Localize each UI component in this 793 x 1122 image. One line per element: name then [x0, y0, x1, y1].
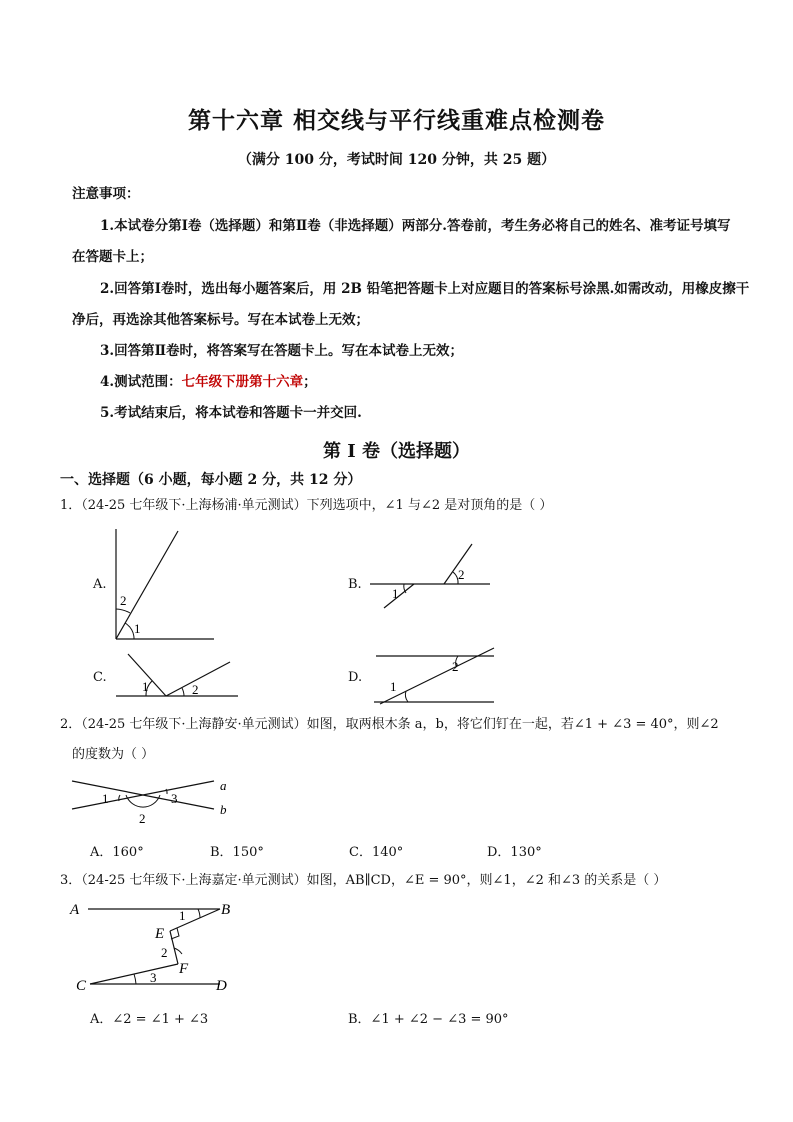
note-3: 3.回答第Ⅱ卷时，将答案写在答题卡上。写在本试卷上无效；: [100, 343, 463, 359]
note-5: 5.考试结束后，将本试卷和答题卡一并交回.: [100, 405, 362, 421]
q2-stem-line2: 的度数为（ ）: [72, 747, 155, 762]
q3-point-a: A: [70, 902, 80, 918]
q2-angle-1: 1: [102, 791, 109, 806]
q3-point-d: D: [216, 978, 227, 994]
q2-angle-3: 3: [171, 791, 178, 806]
page-title: 第十六章 相交线与平行线重难点检测卷: [187, 107, 605, 134]
note-4: [100, 373, 317, 391]
note-4-range: 七年级下册第十六章: [181, 374, 304, 390]
q1-figure-a: [110, 525, 220, 645]
q3-angle-3: 3: [150, 970, 157, 985]
q2-option-a: A．160°: [90, 845, 144, 860]
note-1-line1: 1.本试卷分第Ⅰ卷（选择题）和第Ⅱ卷（非选择题）两部分.答卷前，考生务必将自己的姓名、准考证号填写: [100, 218, 731, 234]
q1-figure-d: [370, 644, 498, 706]
q2-angle-2: 2: [139, 811, 146, 826]
q2-option-c: C．140°: [349, 845, 404, 860]
q1-b-angle-1: 1: [392, 586, 399, 601]
q2-line-a-label: a: [220, 778, 227, 793]
note-4-suffix: ；: [303, 374, 317, 390]
q1-c-angle-2: 2: [192, 682, 199, 697]
q3-option-a: A．∠2 = ∠1 + ∠3: [90, 1012, 209, 1027]
q2-stem-line1: 2．（24-25 七年级下·上海静安·单元测试）如图，取两根木条 a，b，将它们钉在一起，若∠1 + ∠3 = 40°，则∠2: [60, 717, 719, 732]
note-4-prefix: 4.测试范围：: [100, 374, 182, 390]
q1-d-angle-2: 2: [452, 659, 459, 674]
q3-point-f: F: [179, 961, 189, 977]
q1-stem: 1．（24-25 七年级下·上海杨浦·单元测试）下列选项中，∠1 与∠2 是对顶角的是（ ）: [60, 498, 553, 513]
q3-point-e: E: [155, 926, 165, 942]
q3-angle-2: 2: [161, 945, 168, 960]
q2-option-b: B．150°: [210, 845, 264, 860]
q3-point-c: C: [76, 978, 87, 994]
q2-option-d: D．130°: [487, 845, 542, 860]
q1-a-angle-2: 2: [120, 593, 127, 608]
q3-angle-1: 1: [179, 908, 186, 923]
q2-line-b-label: b: [220, 802, 227, 817]
note-2-line2: 净后，再选涂其他答案标号。写在本试卷上无效；: [72, 312, 369, 328]
q3-point-b: B: [221, 902, 231, 918]
q3-figure: [64, 896, 244, 1000]
q1-option-b-label: B.: [348, 577, 362, 592]
q1-c-angle-1: 1: [142, 679, 149, 694]
q2-figure: [68, 775, 238, 827]
q1-figure-c: [112, 650, 242, 702]
q3-option-b: B．∠1 + ∠2 − ∠3 = 90°: [348, 1012, 509, 1027]
q1-option-d-label: D.: [348, 670, 363, 685]
q1-option-a-label: A.: [93, 577, 107, 592]
page-subtitle: （满分 100 分，考试时间 120 分钟，共 25 题）: [237, 152, 556, 168]
notes-heading: 注意事项：: [72, 186, 140, 202]
q1-figure-b: [368, 542, 498, 610]
q3-stem: 3．（24-25 七年级下·上海嘉定·单元测试）如图，AB∥CD，∠E = 90°，则∠1，∠2 和∠3 的关系是（ ）: [60, 873, 667, 888]
section-title: 第 I 卷（选择题）: [323, 441, 470, 462]
note-1-line2: 在答题卡上；: [72, 249, 153, 265]
q1-a-angle-1: 1: [134, 621, 141, 636]
q1-option-c-label: C.: [93, 670, 107, 685]
q1-d-angle-1: 1: [390, 679, 397, 694]
part1-heading: 一、选择题（6 小题，每小题 2 分，共 12 分）: [60, 472, 362, 488]
q1-b-angle-2: 2: [458, 567, 465, 582]
note-2-line1: 2.回答第Ⅰ卷时，选出每小题答案后，用 2B 铅笔把答题卡上对应题目的答案标号涂黑.如需改动，用橡皮擦干: [100, 281, 750, 297]
